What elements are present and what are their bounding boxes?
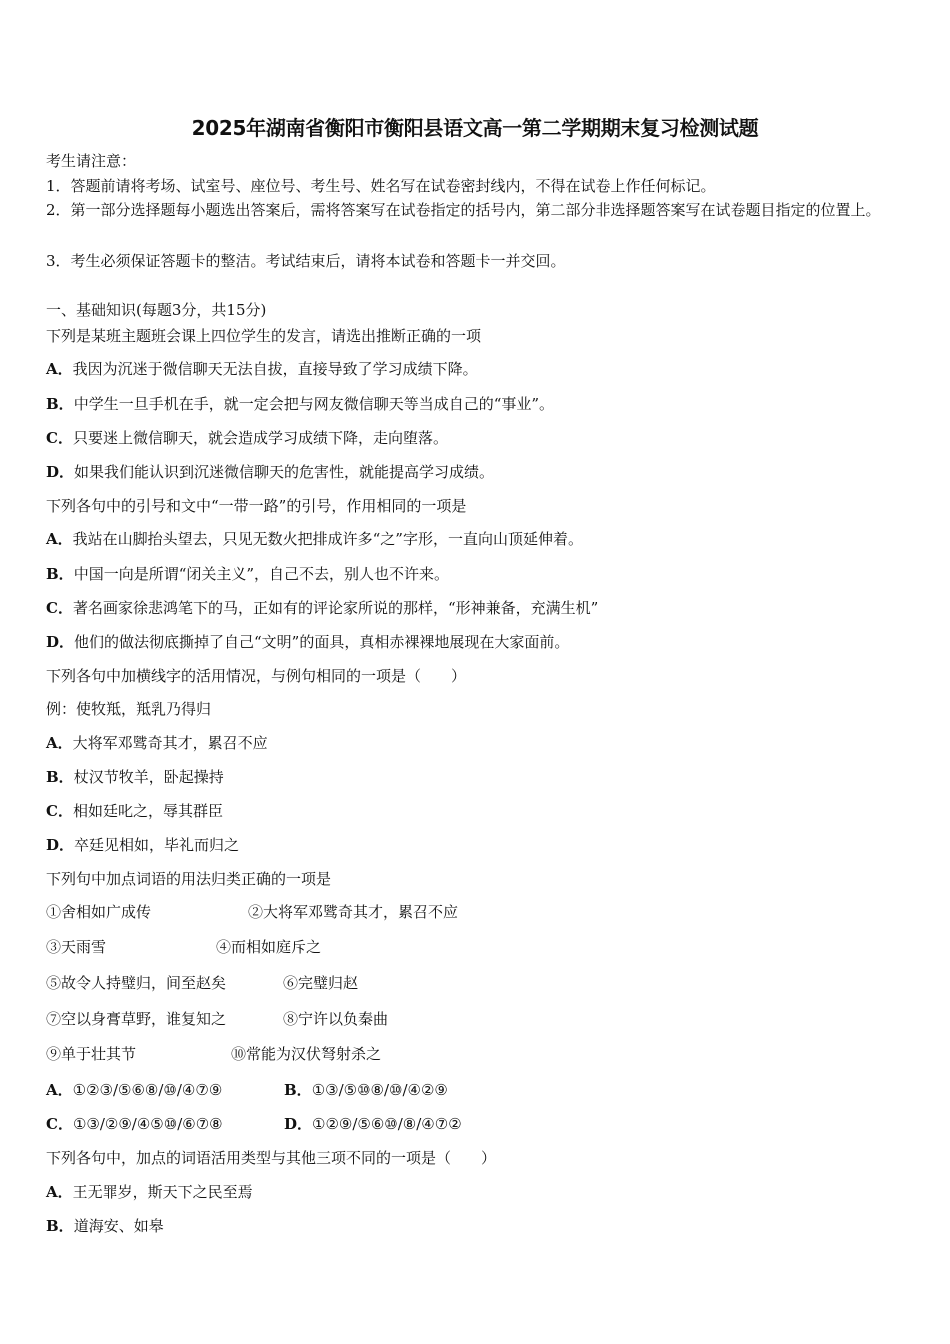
list-item: ⑦空以身膏草野，谁复知之 [46, 1010, 227, 1028]
option-letter: D． [46, 463, 75, 481]
option-text: 杖汉节牧羊，卧起操持 [73, 768, 224, 786]
option-letter: D． [284, 1115, 313, 1133]
example-line: 例：使牧羝，羝乳乃得归 [46, 700, 212, 718]
option-letter: D． [46, 836, 75, 854]
option-item [46, 563, 449, 585]
option-letter: B． [46, 1217, 74, 1235]
option-text: ①②⑨/⑤⑥⑩/⑧/④⑦② [312, 1115, 462, 1133]
question-stem: 下列句中加点词语的用法归类正确的一项是 [46, 870, 332, 888]
option-text: 著名画家徐悲鸿笔下的马，正如有的评论家所说的那样，“形神兼备，充满生机” [72, 599, 599, 617]
option-letter: C． [46, 1115, 73, 1133]
option-text: 中国一向是所谓“闭关主义”，自己不去，别人也不许来。 [73, 565, 450, 583]
section-heading: 一、基础知识(每题3分，共15分) [46, 301, 267, 319]
notice-heading: 考生请注意： [46, 152, 137, 170]
option-text: 我站在山脚抬头望去，只见无数火把排成许多“之”字形，一直向山顶延伸着。 [72, 530, 583, 548]
option-text: 王无罪岁，斯天下之民至焉 [72, 1183, 253, 1201]
option-letter: B． [46, 768, 74, 786]
option-letter: C． [46, 599, 73, 617]
option-item [46, 597, 598, 619]
option-text: 我因为沉迷于微信聊天无法自拔，直接导致了学习成绩下降。 [72, 360, 478, 378]
option-item [46, 393, 554, 415]
option-item [46, 358, 478, 380]
list-item: ②大将军邓骘奇其才，累召不应 [248, 903, 459, 921]
question-stem: 下列各句中加横线字的活用情况，与例句相同的一项是（ ） [46, 667, 467, 685]
list-item: ⑨单于壮其节 [46, 1045, 137, 1063]
option-item [46, 1079, 222, 1101]
option-text: 大将军邓骘奇其才，累召不应 [72, 734, 268, 752]
option-letter: A． [46, 360, 73, 378]
option-item [46, 766, 224, 788]
option-item [46, 732, 268, 754]
option-letter: C． [46, 802, 73, 820]
option-letter: A． [46, 530, 73, 548]
option-item [46, 631, 569, 653]
option-item [46, 528, 583, 550]
option-text: 中学生一旦手机在手，就一定会把与网友微信聊天等当成自己的“事业”。 [73, 395, 555, 413]
list-item: ⑤故令人持璧归，间至赵矣 [46, 974, 227, 992]
option-item [46, 834, 239, 856]
option-text: 相如廷叱之，辱其群臣 [72, 802, 223, 820]
list-item: ④而相如庭斥之 [216, 938, 322, 956]
notice-item: 1．答题前请将考场、试室号、座位号、考生号、姓名写在试卷密封线内，不得在试卷上作任何标记。 [46, 177, 716, 195]
option-item [46, 800, 223, 822]
option-letter: B． [284, 1081, 312, 1099]
option-text: 只要迷上微信聊天，就会造成学习成绩下降，走向堕落。 [72, 429, 448, 447]
option-item [46, 427, 448, 449]
option-item [46, 1181, 253, 1203]
list-item: ③天雨雪 [46, 938, 107, 956]
question-stem: 下列是某班主题班会课上四位学生的发言，请选出推断正确的一项 [46, 327, 482, 345]
option-item [284, 1113, 462, 1135]
question-stem: 下列各句中的引号和文中“一带一路”的引号，作用相同的一项是 [46, 497, 467, 515]
option-text: 道海安、如皋 [73, 1217, 164, 1235]
list-item: ①舍相如广成传 [46, 903, 152, 921]
option-text: 如果我们能认识到沉迷微信聊天的危害性，就能提高学习成绩。 [74, 463, 495, 481]
option-letter: A． [46, 1183, 73, 1201]
option-letter: D． [46, 633, 75, 651]
page-title: 2025年湖南省衡阳市衡阳县语文高一第二学期期末复习检测试题 [191, 116, 759, 140]
notice-item: 3．考生必须保证答题卡的整洁。考试结束后，请将本试卷和答题卡一并交回。 [46, 252, 566, 270]
option-item [46, 1215, 164, 1237]
option-letter: B． [46, 565, 74, 583]
option-text: 卒廷见相如，毕礼而归之 [74, 836, 240, 854]
option-item [284, 1079, 448, 1101]
option-letter: B． [46, 395, 74, 413]
option-text: ①③/②⑨/④⑤⑩/⑥⑦⑧ [72, 1115, 223, 1133]
option-item [46, 1113, 223, 1135]
option-letter: A． [46, 734, 73, 752]
option-text: ①②③/⑤⑥⑧/⑩/④⑦⑨ [72, 1081, 223, 1099]
option-text: 他们的做法彻底撕掉了自己“文明”的面具，真相赤裸裸地展现在大家面前。 [74, 633, 570, 651]
option-item [46, 461, 494, 483]
option-text: ①③/⑤⑩⑧/⑩/④②⑨ [311, 1081, 448, 1099]
option-letter: A． [46, 1081, 73, 1099]
list-item: ⑧宁许以负秦曲 [283, 1010, 389, 1028]
notice-item: 2．第一部分选择题每小题选出答案后，需将答案写在试卷指定的括号内，第二部分非选择题答案写在试卷题目指定的位置上。 [46, 201, 881, 219]
list-item: ⑩常能为汉伏弩射杀之 [231, 1045, 382, 1063]
question-stem: 下列各句中，加点的词语活用类型与其他三项不同的一项是（ ） [46, 1149, 497, 1167]
option-letter: C． [46, 429, 73, 447]
list-item: ⑥完璧归赵 [283, 974, 359, 992]
